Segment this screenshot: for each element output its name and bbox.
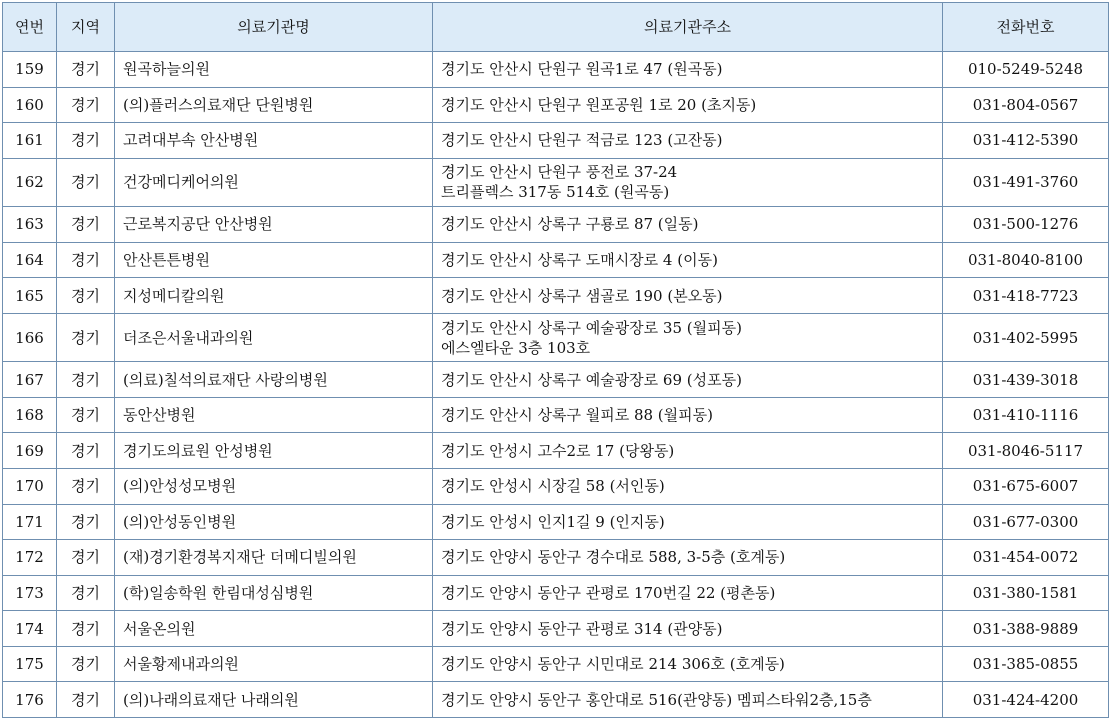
table-row xyxy=(3,278,1109,314)
cell-name: 건강메디케어의원 xyxy=(115,158,433,206)
address-line-1: 경기도 안산시 단원구 풍전로 37-24 xyxy=(441,163,678,182)
cell-name: (의)안성동인병원 xyxy=(115,504,433,540)
cell-address xyxy=(433,397,943,433)
cell-address xyxy=(433,646,943,682)
cell-no: 169 xyxy=(3,433,57,469)
cell-no: 172 xyxy=(3,540,57,576)
address-line-1: 경기도 안산시 단원구 원포공원 1로 20 (초지동) xyxy=(441,95,757,114)
cell-name: 경기도의료원 안성병원 xyxy=(115,433,433,469)
cell-address xyxy=(433,278,943,314)
cell-address xyxy=(433,207,943,243)
address-line-1: 경기도 안산시 상록구 예술광장로 35 (월피동) xyxy=(441,318,742,337)
address-line-1: 경기도 안산시 단원구 원곡1로 47 (원곡동) xyxy=(441,60,723,79)
address-line-1: 경기도 안양시 동안구 홍안대로 516(관양동) 멤피스타워2층,15층 xyxy=(441,690,872,709)
cell-phone: 031-380-1581 xyxy=(943,575,1109,611)
table-row xyxy=(3,362,1109,398)
cell-no: 174 xyxy=(3,611,57,647)
address-line-1: 경기도 안산시 단원구 적금로 123 (고잔동) xyxy=(441,131,723,150)
table-row xyxy=(3,397,1109,433)
cell-no: 163 xyxy=(3,207,57,243)
cell-name: (의)안성성모병원 xyxy=(115,469,433,505)
address-line-1: 경기도 안산시 상록구 월피로 88 (월피동) xyxy=(441,406,713,425)
cell-no: 160 xyxy=(3,87,57,123)
header-phone: 전화번호 xyxy=(943,3,1109,52)
cell-phone: 031-388-9889 xyxy=(943,611,1109,647)
cell-no: 167 xyxy=(3,362,57,398)
table-row xyxy=(3,682,1109,718)
cell-no: 161 xyxy=(3,123,57,159)
cell-address xyxy=(433,504,943,540)
cell-address xyxy=(433,52,943,88)
table-row xyxy=(3,313,1109,361)
cell-no: 159 xyxy=(3,52,57,88)
cell-region: 경기 xyxy=(57,313,115,361)
header-no: 연번 xyxy=(3,3,57,52)
cell-name: (의)플러스의료재단 단원병원 xyxy=(115,87,433,123)
cell-name: (학)일송학원 한림대성심병원 xyxy=(115,575,433,611)
cell-region: 경기 xyxy=(57,469,115,505)
cell-address xyxy=(433,682,943,718)
cell-phone: 031-491-3760 xyxy=(943,158,1109,206)
cell-region: 경기 xyxy=(57,611,115,647)
cell-phone: 031-804-0567 xyxy=(943,87,1109,123)
cell-no: 166 xyxy=(3,313,57,361)
cell-phone: 031-454-0072 xyxy=(943,540,1109,576)
table-row xyxy=(3,469,1109,505)
cell-address xyxy=(433,433,943,469)
cell-region: 경기 xyxy=(57,158,115,206)
address-line-1: 경기도 안양시 동안구 시민대로 214 306호 (호계동) xyxy=(441,655,785,674)
cell-no: 173 xyxy=(3,575,57,611)
hospital-list-table xyxy=(2,2,1109,718)
cell-name: 원곡하늘의원 xyxy=(115,52,433,88)
cell-phone: 031-412-5390 xyxy=(943,123,1109,159)
cell-region: 경기 xyxy=(57,646,115,682)
cell-address xyxy=(433,540,943,576)
cell-region: 경기 xyxy=(57,52,115,88)
address-line-1: 경기도 안성시 고수2로 17 (당왕동) xyxy=(441,441,675,460)
cell-address xyxy=(433,362,943,398)
cell-address xyxy=(433,469,943,505)
cell-phone: 031-424-4200 xyxy=(943,682,1109,718)
header-region: 지역 xyxy=(57,3,115,52)
table-row xyxy=(3,242,1109,278)
cell-region: 경기 xyxy=(57,540,115,576)
cell-phone: 031-500-1276 xyxy=(943,207,1109,243)
address-line-1: 경기도 안산시 상록구 도매시장로 4 (이동) xyxy=(441,251,718,270)
cell-name: 근로복지공단 안산병원 xyxy=(115,207,433,243)
cell-phone: 031-8046-5117 xyxy=(943,433,1109,469)
cell-region: 경기 xyxy=(57,87,115,123)
cell-phone: 031-8040-8100 xyxy=(943,242,1109,278)
cell-address xyxy=(433,87,943,123)
cell-address xyxy=(433,575,943,611)
address-line-1: 경기도 안산시 상록구 예술광장로 69 (성포동) xyxy=(441,370,742,389)
cell-name: (의료)칠석의료재단 사랑의병원 xyxy=(115,362,433,398)
cell-region: 경기 xyxy=(57,433,115,469)
table-row xyxy=(3,575,1109,611)
cell-region: 경기 xyxy=(57,575,115,611)
table-row xyxy=(3,52,1109,88)
cell-name: 지성메디칼의원 xyxy=(115,278,433,314)
cell-phone: 031-410-1116 xyxy=(943,397,1109,433)
table-row xyxy=(3,504,1109,540)
cell-region: 경기 xyxy=(57,682,115,718)
cell-address xyxy=(433,123,943,159)
cell-no: 175 xyxy=(3,646,57,682)
cell-no: 176 xyxy=(3,682,57,718)
cell-name: 서울황제내과의원 xyxy=(115,646,433,682)
cell-name: 서울온의원 xyxy=(115,611,433,647)
cell-address xyxy=(433,611,943,647)
table-row xyxy=(3,158,1109,206)
cell-address xyxy=(433,313,943,361)
table-body xyxy=(3,52,1109,718)
header-address: 의료기관주소 xyxy=(433,3,943,52)
address-line-1: 경기도 안산시 상록구 구룡로 87 (일동) xyxy=(441,215,699,234)
cell-name: 더조은서울내과의원 xyxy=(115,313,433,361)
cell-region: 경기 xyxy=(57,362,115,398)
header-name: 의료기관명 xyxy=(115,3,433,52)
cell-phone: 010-5249-5248 xyxy=(943,52,1109,88)
address-line-1: 경기도 안산시 상록구 샘골로 190 (본오동) xyxy=(441,286,723,305)
table-row xyxy=(3,433,1109,469)
cell-phone: 031-439-3018 xyxy=(943,362,1109,398)
table-row xyxy=(3,540,1109,576)
header-row xyxy=(3,3,1109,52)
cell-address xyxy=(433,158,943,206)
address-line-1: 경기도 안양시 동안구 관평로 170번길 22 (평촌동) xyxy=(441,584,776,602)
cell-phone: 031-385-0855 xyxy=(943,646,1109,682)
cell-no: 168 xyxy=(3,397,57,433)
cell-no: 171 xyxy=(3,504,57,540)
cell-region: 경기 xyxy=(57,397,115,433)
address-line-1: 경기도 안성시 시장길 58 (서인동) xyxy=(441,477,665,496)
cell-region: 경기 xyxy=(57,242,115,278)
table-row xyxy=(3,87,1109,123)
cell-no: 170 xyxy=(3,469,57,505)
cell-phone: 031-677-0300 xyxy=(943,504,1109,540)
table-row xyxy=(3,646,1109,682)
cell-region: 경기 xyxy=(57,278,115,314)
cell-region: 경기 xyxy=(57,504,115,540)
cell-no: 164 xyxy=(3,242,57,278)
table-row xyxy=(3,123,1109,159)
address-line-1: 경기도 안양시 동안구 관평로 314 (관양동) xyxy=(441,619,723,638)
cell-phone: 031-675-6007 xyxy=(943,469,1109,505)
cell-name: 고려대부속 안산병원 xyxy=(115,123,433,159)
address-line-2: 트리플렉스 317동 514호 (원곡동) xyxy=(441,183,670,202)
cell-region: 경기 xyxy=(57,123,115,159)
cell-phone: 031-418-7723 xyxy=(943,278,1109,314)
cell-no: 162 xyxy=(3,158,57,206)
table-row xyxy=(3,207,1109,243)
cell-no: 165 xyxy=(3,278,57,314)
table-row xyxy=(3,611,1109,647)
cell-name: 안산튼튼병원 xyxy=(115,242,433,278)
address-line-1: 경기도 안양시 동안구 경수대로 588, 3-5층 (호계동) xyxy=(441,548,786,567)
cell-name: (재)경기환경복지재단 더메디빌의원 xyxy=(115,540,433,576)
address-line-1: 경기도 안성시 인지1길 9 (인지동) xyxy=(441,512,665,531)
cell-region: 경기 xyxy=(57,207,115,243)
cell-name: (의)나래의료재단 나래의원 xyxy=(115,682,433,718)
cell-name: 동안산병원 xyxy=(115,397,433,433)
address-line-2: 에스엘타운 3층 103호 xyxy=(441,338,591,357)
cell-address xyxy=(433,242,943,278)
cell-phone: 031-402-5995 xyxy=(943,313,1109,361)
